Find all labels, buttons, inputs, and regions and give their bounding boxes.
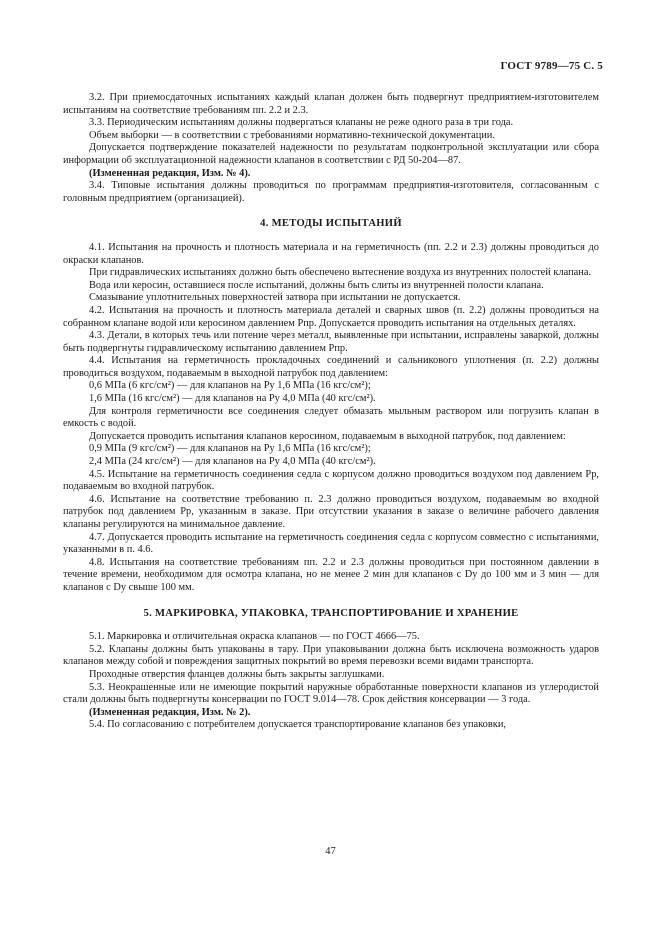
paragraph-drain: Вода или керосин, оставшиеся после испытаний, должны быть слиты из внутренней полости клапана. (89, 279, 544, 291)
paragraph-4-6: 4.6. Испытание на соответствие требованию п. 2.3 должно проводиться воздухом, подаваемым во входной патрубок под давлением Pp, указанным в заказе. При отсутствии указания в заказе о величине рабочего давления клапаны регулируются на минимальное давление. (63, 493, 599, 530)
paragraph-4-4: 4.4. Испытания на герметичность прокладочных соединений и сальникового уплотнения (п. 2.2) должны проводиться воздухом, подаваемым в выходной патрубок под давлением: (63, 355, 599, 379)
paragraph-air-displacement: При гидравлических испытаниях должно быть обеспечено вытеснение воздуха из внутренних полостей клапана. (89, 267, 592, 279)
paragraph-lubrication: Смазывание уплотнительных поверхностей затвора при испытании не допускается. (89, 292, 461, 304)
paragraph-4-5: 4.5. Испытание на герметичность соединения седла с корпусом должно проводиться воздухом под давлением Pp, подаваемым во входной патрубок. (63, 468, 599, 493)
paragraph-3-2: 3.2. При приемосдаточных испытаниях каждый клапан должен быть подвергнут предприятием-изготовителем испытаниям на соответствие требованиям пп. 2.2 и 2.3. (63, 92, 599, 116)
paragraph-reliability: Допускается подтверждение показателей надежности по результатам подконтрольной эксплуатации или сбора информации об эксплуатационной надежности клапанов в соответствии с РД 50-204—87. (63, 142, 599, 166)
pressure-line-kerosene-1: 0,9 МПа (9 кгс/см²) — для клапанов на Py 1,6 МПа (16 кгс/см²); (89, 443, 371, 455)
pressure-line-kerosene-2: 2,4 МПа (24 кгс/см²) — для клапанов на Py 4,0 МПа (40 кгс/см²). (89, 456, 376, 468)
paragraph-soap-check: Для контроля герметичности все соединения следует обмазать мыльным раствором или погрузить клапан в емкость с водой. (63, 405, 599, 430)
amendment-note-4: (Измененная редакция, Изм. № 4). (89, 167, 251, 179)
paragraph-4-2: 4.2. Испытания на прочность и плотность материала деталей и сварных швов (п. 2.2) должны проводиться на собранном клапане водой или керосином давлением Pпр. Допускается проводить испытания на отдельных деталях. (63, 304, 599, 329)
document-header: ГОСТ 9789—75 С. 5 (500, 60, 603, 72)
document-body (63, 92, 599, 732)
pressure-line-air-2: 1,6 МПа (16 кгс/см²) — для клапанов на Py 4,0 МПа (40 кгс/см²). (89, 393, 376, 405)
paragraph-sample-volume: Объем выборки — в соответствии с требованиями нормативно-технической документации. (89, 129, 495, 141)
paragraph-5-3: 5.3. Неокрашенные или не имеющие покрытий наружные обработанные поверхности клапанов из углеродистой стали должны быть подвергнуты консервации по ГОСТ 9.014—78. Срок действия консервации — 3 года. (63, 681, 599, 706)
paragraph-4-1: 4.1. Испытания на прочность и плотность материала и на герметичность (пп. 2.2 и 2.3) должны проводиться до окраски клапанов. (63, 241, 599, 266)
paragraph-3-4: 3.4. Типовые испытания должны проводиться по программам предприятия-изготовителя, согласованным с головным предприятием (организацией). (63, 180, 599, 204)
paragraph-4-8: 4.8. Испытания на соответствие требованиям пп. 2.2 и 2.3 должны проводиться при постоянном давлении в течение времени, необходимом для осмотра клапана, но не менее 2 мин для клапанов с Dy до 100 мм и 3 мин — для клапанов с Dy свыше 100 мм. (63, 556, 599, 593)
pressure-line-air-1: 0,6 МПа (6 кгс/см²) — для клапанов на Py 1,6 МПа (16 кгс/см²); (89, 380, 371, 392)
amendment-note-2: (Измененная редакция, Изм. № 2). (89, 706, 251, 718)
paragraph-4-3: 4.3. Детали, в которых течь или потение через металл, выявленные при испытании, исправлены заваркой, должны быть подвергнуты гидравлическому испытанию давлением Pпр. (63, 330, 599, 354)
paragraph-5-1: 5.1. Маркировка и отличительная окраска клапанов — по ГОСТ 4666—75. (89, 631, 420, 643)
section-4-title: 4. МЕТОДЫ ИСПЫТАНИЙ (260, 218, 402, 230)
paragraph-3-3: 3.3. Периодическим испытаниям должны подвергаться клапаны не реже одного раза в три года. (89, 117, 514, 129)
paragraph-flanges: Проходные отверстия фланцев должны быть закрыты заглушками. (89, 668, 385, 680)
paragraph-kerosene: Допускается проводить испытания клапанов керосином, подаваемым в выходной патрубок, под давлением: (89, 430, 566, 442)
paragraph-5-4: 5.4. По согласованию с потребителем допускается транспортирование клапанов без упаковки, (89, 719, 506, 731)
page-number: 47 (325, 846, 336, 857)
section-5-title: 5. МАРКИРОВКА, УПАКОВКА, ТРАНСПОРТИРОВАНИЕ И ХРАНЕНИЕ (143, 607, 519, 619)
paragraph-4-7: 4.7. Допускается проводить испытание на герметичность соединения седла с корпусом совместно с испытаниями, указанными в п. 4.6. (63, 531, 599, 556)
paragraph-5-2: 5.2. Клапаны должны быть упакованы в тару. При упаковывании должна быть исключена возможность ударов клапанов между собой и повреждения защитных покрытий во время перевозки всеми видами транспорта. (63, 643, 599, 668)
